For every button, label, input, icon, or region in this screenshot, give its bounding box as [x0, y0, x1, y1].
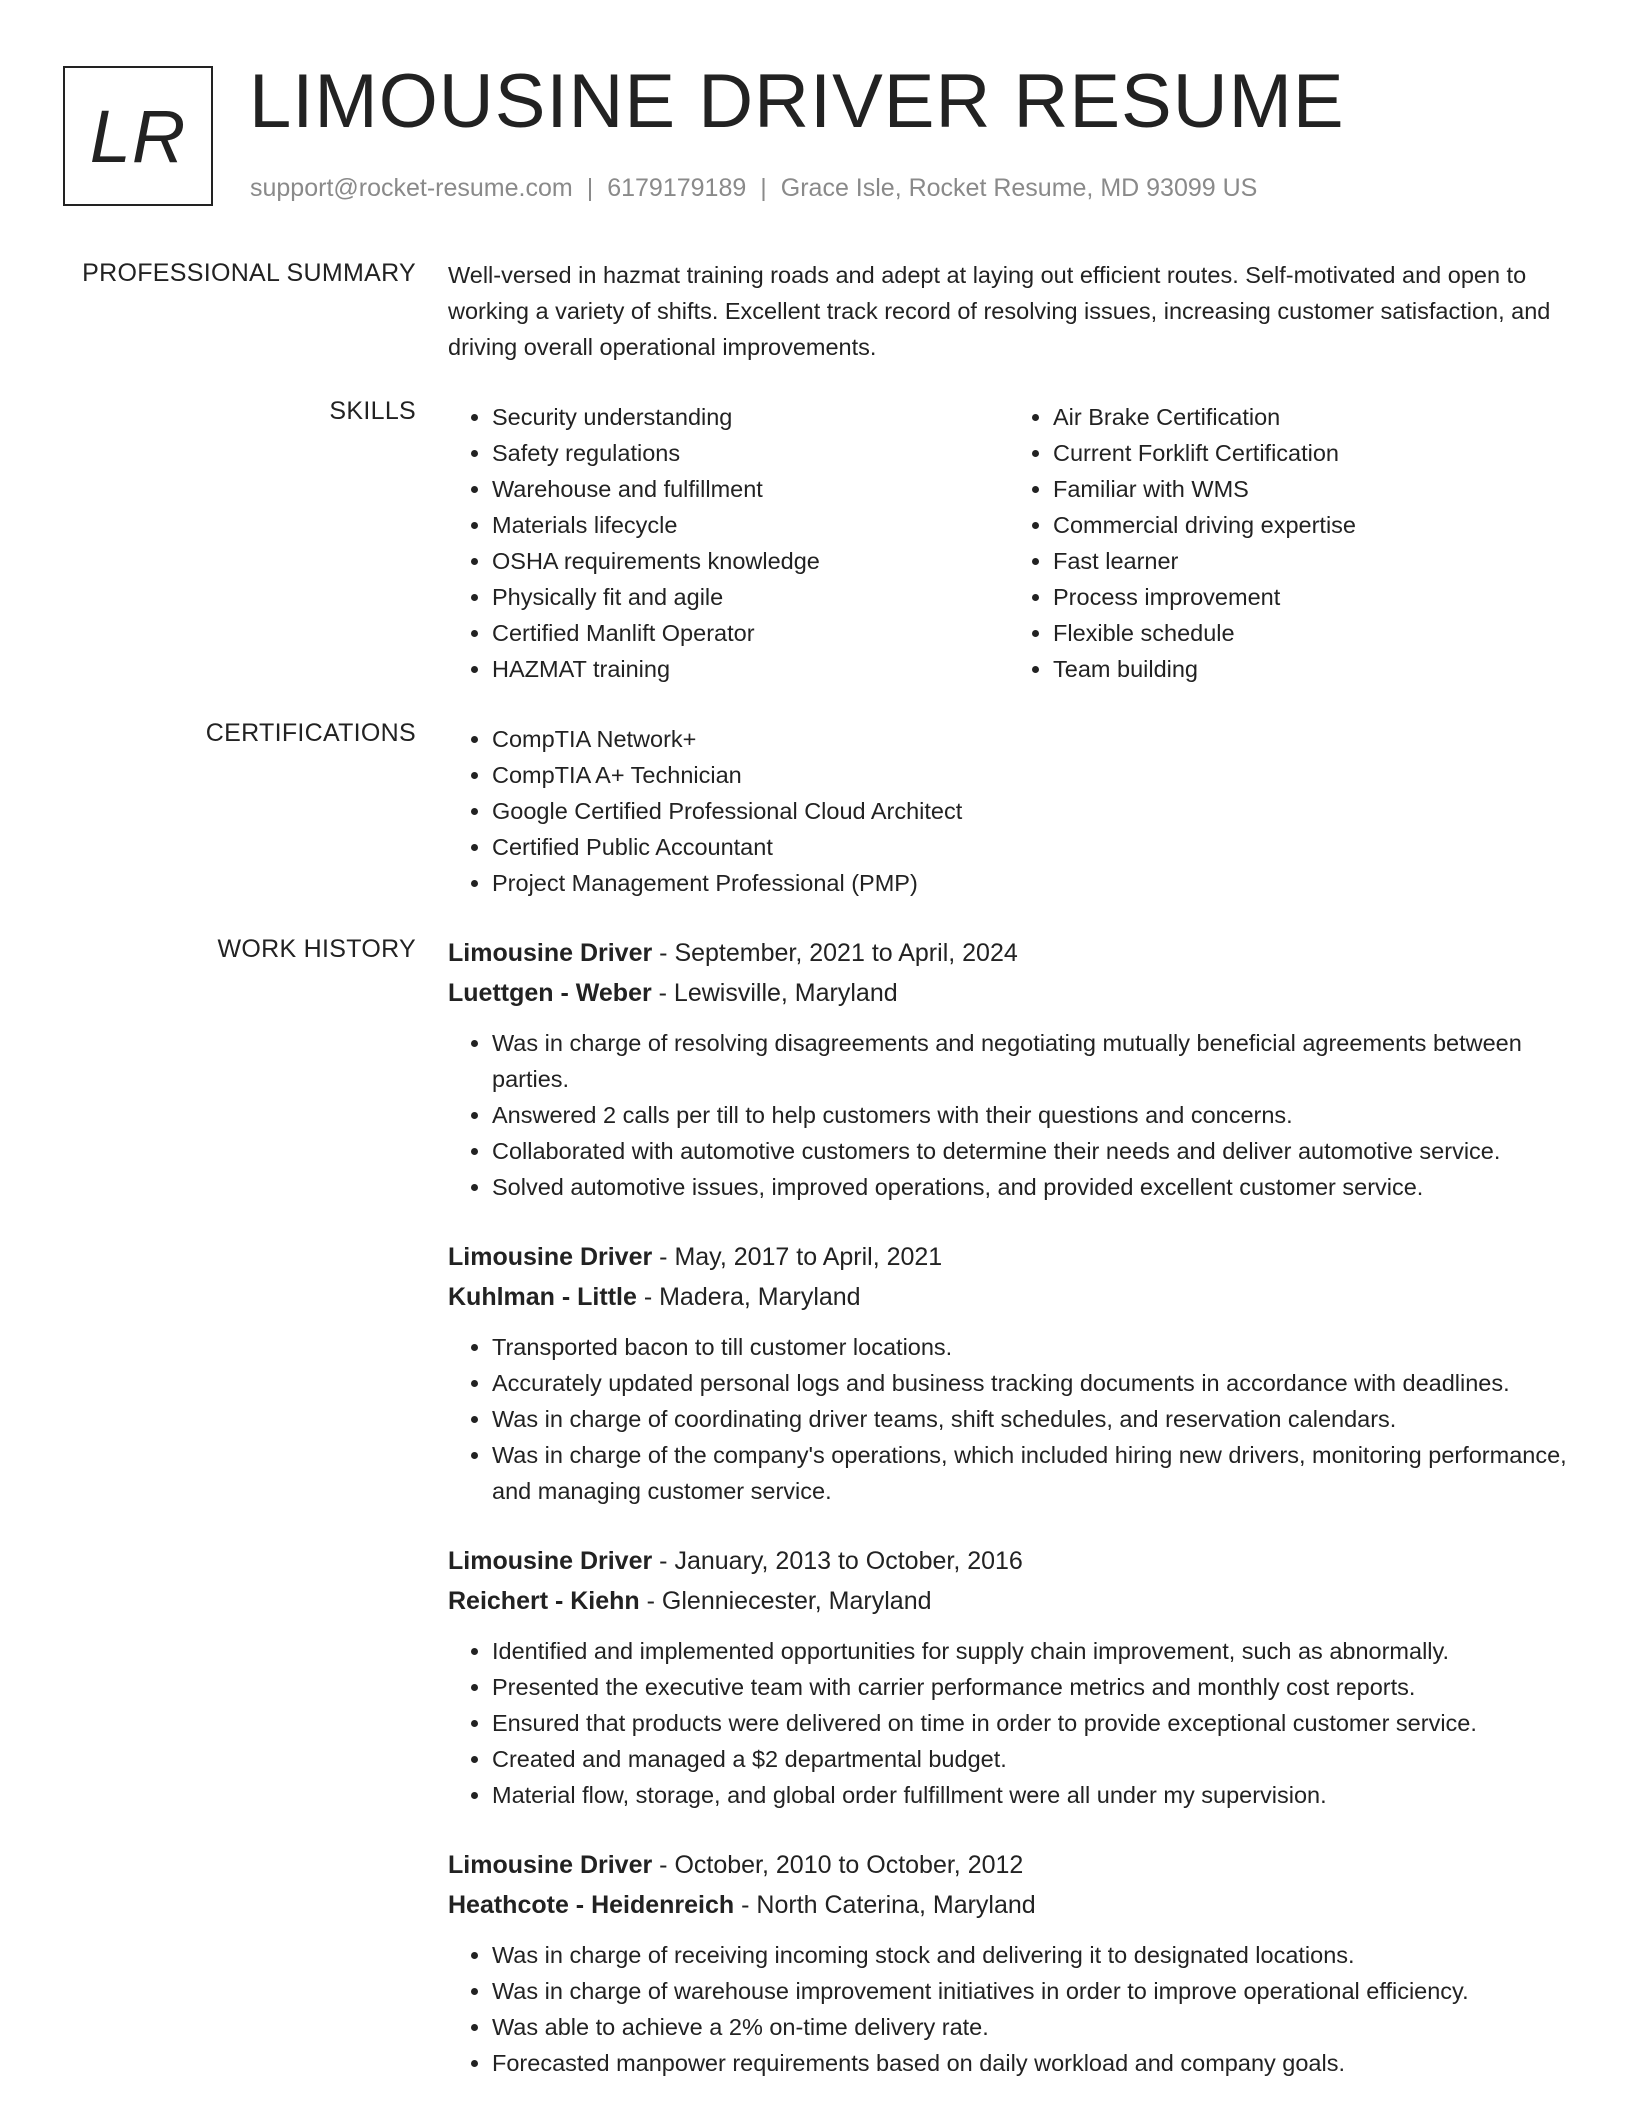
skill-item: • OSHA requirements knowledge — [492, 543, 1009, 579]
certification-item: • Google Certified Professional Cloud Architect — [492, 793, 1570, 829]
skill-item: • Flexible schedule — [1053, 615, 1570, 651]
job-company: Kuhlman - Little — [448, 1283, 637, 1311]
job-bullet: • Identified and implemented opportunities for supply chain improvement, such as abnormally. — [492, 1633, 1570, 1669]
job-bullets — [448, 1329, 1570, 1509]
monogram-logo — [63, 66, 213, 206]
section-heading-summary: PROFESSIONAL SUMMARY — [82, 259, 416, 287]
job-company-line — [448, 1885, 1570, 1925]
job-bullet: • Ensured that products were delivered on time in order to provide exceptional customer service. — [492, 1705, 1570, 1741]
skill-item: • Materials lifecycle — [492, 507, 1009, 543]
job-bullet: • Was in charge of coordinating driver teams, shift schedules, and reservation calendars. — [492, 1401, 1570, 1437]
job-company: Luettgen - Weber — [448, 979, 652, 1007]
job-title: Limousine Driver — [448, 1547, 653, 1575]
job-entry — [448, 933, 1570, 1205]
skill-item: • Security understanding — [492, 399, 1009, 435]
job-bullet: • Was in charge of warehouse improvement initiatives in order to improve operational efficiency. — [492, 1973, 1570, 2009]
skills-body — [448, 399, 1570, 687]
skill-item: • HAZMAT training — [492, 651, 1009, 687]
job-bullet: • Forecasted manpower requirements based on daily workload and company goals. — [492, 2045, 1570, 2081]
job-company: Reichert - Kiehn — [448, 1587, 640, 1615]
job-bullets — [448, 1025, 1570, 1205]
job-bullet: • Accurately updated personal logs and business tracking documents in accordance with deadlines. — [492, 1365, 1570, 1401]
work-history-body — [448, 933, 1570, 2112]
job-bullet: • Solved automotive issues, improved operations, and provided excellent customer service. — [492, 1169, 1570, 1205]
job-bullet: • Was in charge of receiving incoming stock and delivering it to designated locations. — [492, 1937, 1570, 1973]
job-title-line — [448, 1541, 1570, 1581]
contact-email[interactable]: support@rocket-resume.com — [250, 174, 573, 202]
skill-item: • Safety regulations — [492, 435, 1009, 471]
job-location: - Madera, Maryland — [636, 1283, 861, 1311]
certification-item: • Project Management Professional (PMP) — [492, 865, 1570, 901]
certifications-body — [448, 721, 1570, 901]
job-title: Limousine Driver — [448, 1851, 653, 1879]
job-location: - Glenniecester, Maryland — [639, 1587, 932, 1615]
job-title-line — [448, 1237, 1570, 1277]
section-heading-certifications: CERTIFICATIONS — [205, 719, 416, 747]
contact-separator: | — [586, 174, 594, 202]
job-dates: - October, 2010 to October, 2012 — [652, 1851, 1024, 1879]
job-company-line — [448, 1581, 1570, 1621]
job-bullets — [448, 1937, 1570, 2081]
section-heading-work-history: WORK HISTORY — [217, 935, 416, 963]
skill-item: • Warehouse and fulfillment — [492, 471, 1009, 507]
section-heading-skills: SKILLS — [329, 397, 416, 425]
job-dates: - January, 2013 to October, 2016 — [652, 1547, 1023, 1575]
contact-separator: | — [760, 174, 767, 202]
certification-item: • CompTIA Network+ — [492, 721, 1570, 757]
job-title-line — [448, 933, 1570, 973]
skill-item: • Current Forklift Certification — [1053, 435, 1570, 471]
job-title: Limousine Driver — [448, 939, 653, 967]
summary-text: Well-versed in hazmat training roads and adept at laying out efficient routes. Self-motivated and open to working a variety of shifts. Excellent track record of resolving issues, increasing customer satisfaction, and driving overall operational improvements. — [448, 262, 1551, 360]
job-entry — [448, 1845, 1570, 2081]
skills-list-right — [1009, 399, 1570, 687]
monogram-initials: LR — [89, 94, 187, 178]
job-title-line — [448, 1845, 1570, 1885]
job-bullets — [448, 1633, 1570, 1813]
job-bullet: • Was able to achieve a 2% on-time delivery rate. — [492, 2009, 1570, 2045]
job-location: - North Caterina, Maryland — [734, 1891, 1036, 1919]
resume-title: LIMOUSINE DRIVER RESUME — [249, 59, 1345, 144]
job-bullet: • Presented the executive team with carrier performance metrics and monthly cost reports. — [492, 1669, 1570, 1705]
skill-item: • Certified Manlift Operator — [492, 615, 1009, 651]
job-entry — [448, 1541, 1570, 1813]
job-dates: - September, 2021 to April, 2024 — [652, 939, 1018, 967]
summary-body — [448, 257, 1570, 365]
skill-item: • Air Brake Certification — [1053, 399, 1570, 435]
job-bullet: • Created and managed a $2 departmental budget. — [492, 1741, 1570, 1777]
skill-item: • Fast learner — [1053, 543, 1570, 579]
skill-item: • Process improvement — [1053, 579, 1570, 615]
job-entry — [448, 1237, 1570, 1509]
contact-address: Grace Isle, Rocket Resume, MD 93099 US — [780, 174, 1258, 202]
certification-item: • Certified Public Accountant — [492, 829, 1570, 865]
job-company-line — [448, 973, 1570, 1013]
contact-phone[interactable]: 6179179189 — [607, 174, 747, 202]
job-bullet: • Transported bacon to till customer locations. — [492, 1329, 1570, 1365]
job-dates: - May, 2017 to April, 2021 — [652, 1243, 943, 1271]
skills-list-left — [448, 399, 1009, 687]
certifications-list — [448, 721, 1570, 901]
job-bullet: • Answered 2 calls per till to help customers with their questions and concerns. — [492, 1097, 1570, 1133]
skill-item: • Commercial driving expertise — [1053, 507, 1570, 543]
contact-line — [250, 174, 1257, 203]
job-bullet: • Was in charge of resolving disagreements and negotiating mutually beneficial agreements between parties. — [492, 1025, 1570, 1097]
skill-item: • Team building — [1053, 651, 1570, 687]
job-company-line — [448, 1277, 1570, 1317]
job-title: Limousine Driver — [448, 1243, 653, 1271]
job-bullet: • Material flow, storage, and global order fulfillment were all under my supervision. — [492, 1777, 1570, 1813]
job-bullet: • Collaborated with automotive customers to determine their needs and deliver automotive service. — [492, 1133, 1570, 1169]
skill-item: • Familiar with WMS — [1053, 471, 1570, 507]
job-location: - Lewisville, Maryland — [651, 979, 898, 1007]
job-company: Heathcote - Heidenreich — [448, 1891, 735, 1919]
certification-item: • CompTIA A+ Technician — [492, 757, 1570, 793]
skills-columns — [448, 399, 1570, 687]
skill-item: • Physically fit and agile — [492, 579, 1009, 615]
job-bullet: • Was in charge of the company's operations, which included hiring new drivers, monitoring performance, and managing customer service. — [492, 1437, 1570, 1509]
